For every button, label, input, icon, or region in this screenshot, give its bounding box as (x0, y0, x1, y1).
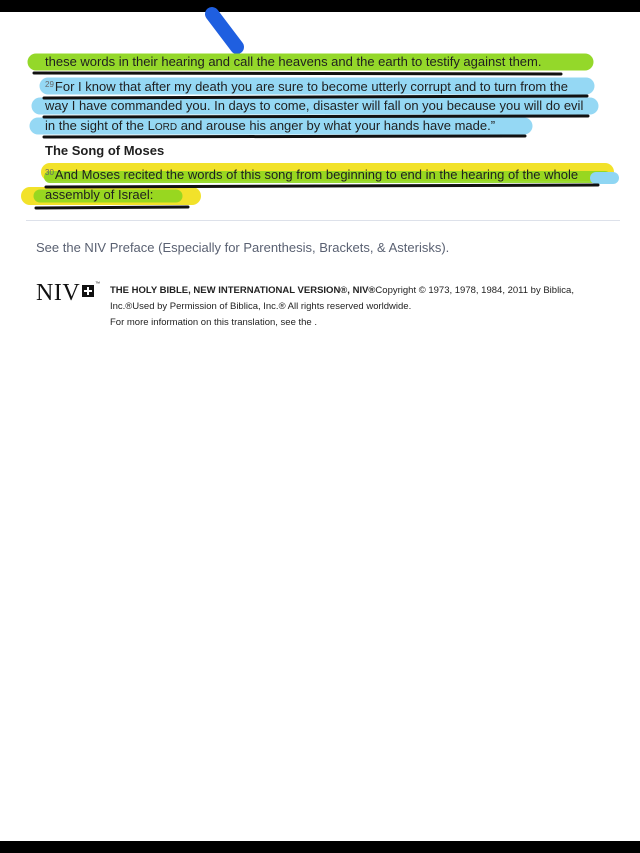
copyright-title: THE HOLY BIBLE, NEW INTERNATIONAL VERSION®, NIV® (110, 285, 376, 296)
niv-logo-text: NIV (36, 280, 81, 306)
copyright-line-1 (110, 283, 610, 299)
verse-29-text-1: For I know that after my death you are sure to become utterly corrupt and to turn from the (54, 79, 568, 94)
verse-number-30: 30 (45, 168, 54, 177)
cross-icon (82, 285, 94, 297)
underline-4 (44, 136, 525, 137)
divider (26, 220, 620, 221)
copyright-years: Copyright © 1973, 1978, 1984, 2011 by Biblica, (375, 285, 574, 296)
blue-pen-stroke (212, 14, 237, 47)
verse-30-line-1 (45, 167, 578, 183)
underline-3 (44, 116, 588, 117)
lord-small-caps: ORD (154, 122, 178, 133)
underline-1 (34, 73, 561, 74)
verse-29-text-3a: in the sight of the L (45, 118, 155, 133)
copyright-notice (110, 283, 610, 331)
verse-number-29: 29 (45, 80, 54, 89)
verse-30-line-2: assembly of Israel: (45, 187, 154, 202)
bottom-black-bar (0, 841, 640, 853)
top-black-bar (0, 0, 640, 12)
verse-29-text-3b: and arouse his anger by what your hands have made.” (177, 118, 496, 133)
copyright-line-2: Inc.®Used by Permission of Biblica, Inc.® All rights reserved worldwide. (110, 301, 412, 312)
copyright-line-3: For more information on this translation, see the . (110, 317, 317, 328)
verse-30-text-1: And Moses recited the words of this song from beginning to end in the hearing of the whole (54, 167, 579, 182)
verse-29-line-3 (45, 118, 495, 136)
niv-preface-link[interactable]: See the NIV Preface (Especially for Parenthesis, Brackets, & Asterisks). (36, 240, 450, 255)
trademark-mark: ™ (95, 281, 101, 287)
verse-29-line-1 (45, 79, 568, 95)
verse-29-line-2: way I have commanded you. In days to come, disaster will fall on you because you will do evil (45, 98, 584, 113)
niv-logo (36, 281, 100, 305)
section-heading: The Song of Moses (45, 143, 165, 158)
verse-28-continuation: these words in their hearing and call the heavens and the earth to testify against them. (45, 54, 542, 69)
underline-6 (36, 207, 188, 208)
